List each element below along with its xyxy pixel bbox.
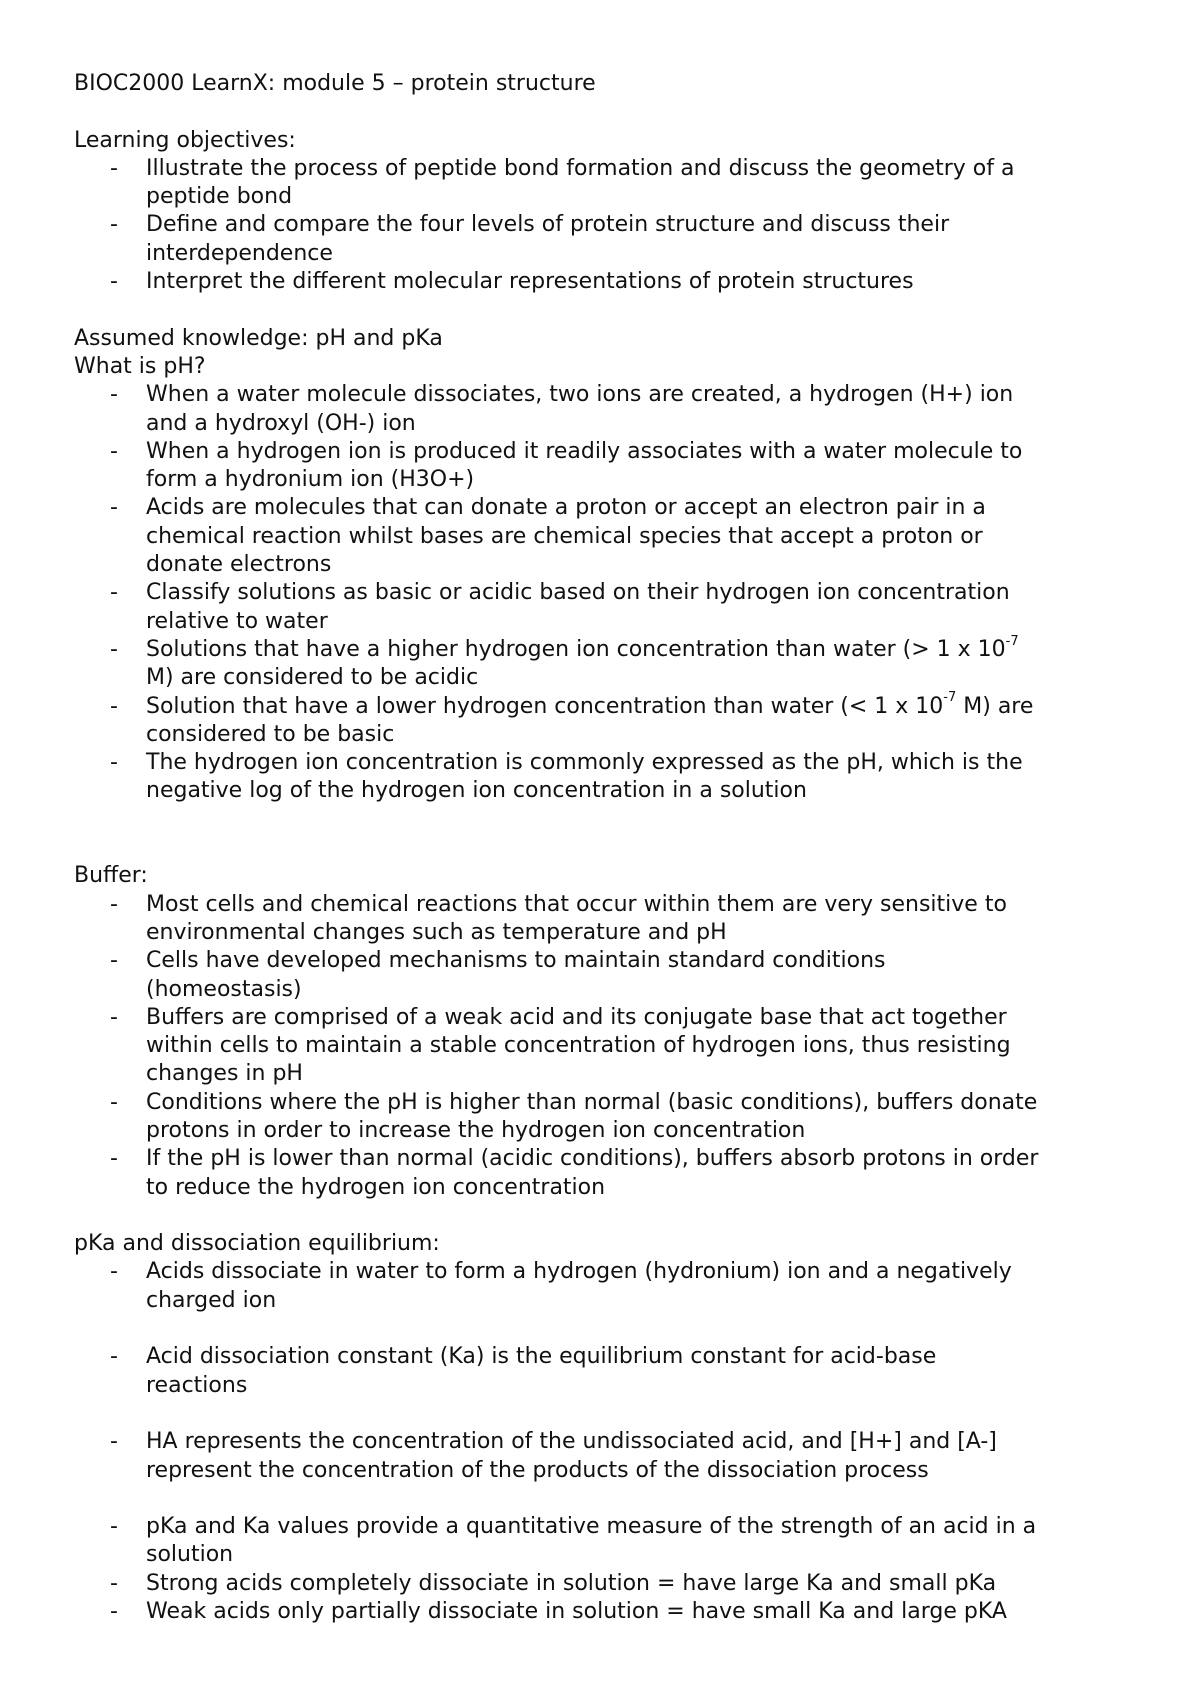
bullet-dash: - (110, 269, 118, 295)
list-item: - If the pH is lower than normal (acidic conditions), buffers absorb protons in order to reduce the hydrogen ion concentration (110, 1146, 1039, 1200)
list-item: - Classify solutions as basic or acidic based on their hydrogen ion concentration relative to water (110, 580, 1010, 634)
blank-line (74, 296, 1140, 324)
blank-line (74, 1202, 1140, 1230)
list-item: - Acids dissociate in water to form a hydrogen (hydronium) ion and a negatively charged ion (110, 1259, 1012, 1313)
exponent: -7 (943, 690, 957, 706)
list-item: - Acid dissociation constant (Ka) is the equilibrium constant for acid-base reactions (110, 1344, 937, 1398)
list-item: - The hydrogen ion concentration is commonly expressed as the pH, which is the negative log of the hydrogen ion concentration in a solution (110, 750, 1023, 804)
item-text: Weak acids only partially dissociate in solution = have small Ka and large pKA (146, 1599, 1007, 1625)
list-item: - When a hydrogen ion is produced it readily associates with a water molecule to form a hydronium ion (H3O+) (110, 438, 1023, 493)
bullet-dash: - (110, 1429, 118, 1455)
bullet-dash: - (110, 750, 118, 776)
document-title: BIOC2000 LearnX: module 5 – protein structure (74, 71, 596, 96)
item-text: Interpret the different molecular representations of protein structures (146, 269, 914, 295)
bullet-dash: - (110, 1344, 118, 1370)
blank-line (74, 98, 1140, 126)
bullet-dash: - (110, 495, 118, 521)
bullet-dash: - (110, 948, 118, 974)
list-item: - Cells have developed mechanisms to maintain standard conditions (homeostasis) (110, 948, 886, 1002)
list-item: - Conditions where the pH is higher than normal (basic conditions), buffers donate protons in order to increase the hydrogen ion concentration (110, 1089, 1038, 1143)
exponent: -7 (1005, 633, 1019, 649)
list-item: - pKa and Ka values provide a quantitative measure of the strength of an acid in a solution (110, 1514, 1037, 1568)
bullet-dash: - (110, 1599, 118, 1625)
bullet-dash: - (110, 636, 118, 662)
list-item: - Most cells and chemical reactions that occur within them are very sensitive to environmental changes such as temperature and pH (110, 891, 1007, 945)
list-item: - Illustrate the process of peptide bond formation and discuss the geometry of a peptide bond (110, 155, 1015, 210)
pka-heading: pKa and dissociation equilibrium: (74, 1231, 440, 1257)
list-item: - HA represents the concentration of the undissociated acid, and [H+] and [A-] represent the concentration of the products of the dissociation process (110, 1429, 997, 1483)
bullet-dash: - (110, 438, 118, 464)
bullet-dash: - (110, 382, 118, 408)
bullet-dash: - (110, 693, 118, 719)
pka-list (74, 1258, 1140, 1315)
buffer-heading: Buffer: (74, 863, 148, 889)
bullet-dash: - (110, 891, 118, 917)
list-item: - Define and compare the four levels of protein structure and discuss their interdependence (110, 212, 950, 266)
pka-list (74, 1513, 1140, 1626)
bullet-dash: - (110, 155, 118, 181)
list-item-basic: - Solution that have a lower hydrogen concentration than water (< 1 x $10^{-7}$ M) are considered to be basic (110, 690, 1034, 747)
what-is-ph-heading: What is pH? (74, 353, 206, 379)
list-item: - Buffers are comprised of a weak acid and its conjugate base that act together within cells to maintain a stable concentration of hydrogen ions, thus resisting changes in pH (110, 1004, 1011, 1087)
blank-line (74, 806, 1140, 863)
blank-line (74, 1400, 1140, 1428)
pka-list (74, 1428, 1140, 1485)
list-item: - When a water molecule dissociates, two ions are created, a hydrogen (H+) ion and a hydroxyl (OH-) ion (110, 382, 1014, 436)
bullet-dash: - (110, 1259, 118, 1285)
bullet-dash: - (110, 1570, 118, 1596)
bullet-dash: - (110, 580, 118, 606)
buffer-list (74, 891, 1140, 1202)
bullet-dash: - (110, 1514, 118, 1540)
bullet-dash: - (110, 1004, 118, 1030)
ph-list (74, 381, 1140, 805)
blank-line (74, 1315, 1140, 1343)
list-item: - Acids are molecules that can donate a proton or accept an electron pair in a chemical reaction whilst bases are chemical species that accept a proton or donate electrons (110, 495, 986, 578)
bullet-dash: - (110, 1146, 118, 1172)
list-item-acidic: - Solutions that have a higher hydrogen ion concentration than water (> 1 x $10^{-7}$ M) are considered to be acidic (110, 633, 1019, 691)
learning-objectives-list (74, 155, 1140, 296)
bullet-dash: - (110, 212, 118, 238)
learning-objectives-heading: Learning objectives: (74, 127, 296, 153)
list-item (74, 1598, 1140, 1626)
list-item (74, 268, 1140, 296)
bullet-dash: - (110, 1089, 118, 1115)
pka-list (74, 1343, 1140, 1400)
blank-line (74, 1485, 1140, 1513)
assumed-knowledge-heading: Assumed knowledge: pH and pKa (74, 325, 443, 351)
list-item (74, 1570, 1140, 1598)
item-text: Strong acids completely dissociate in solution = have large Ka and small pKa (146, 1570, 997, 1596)
